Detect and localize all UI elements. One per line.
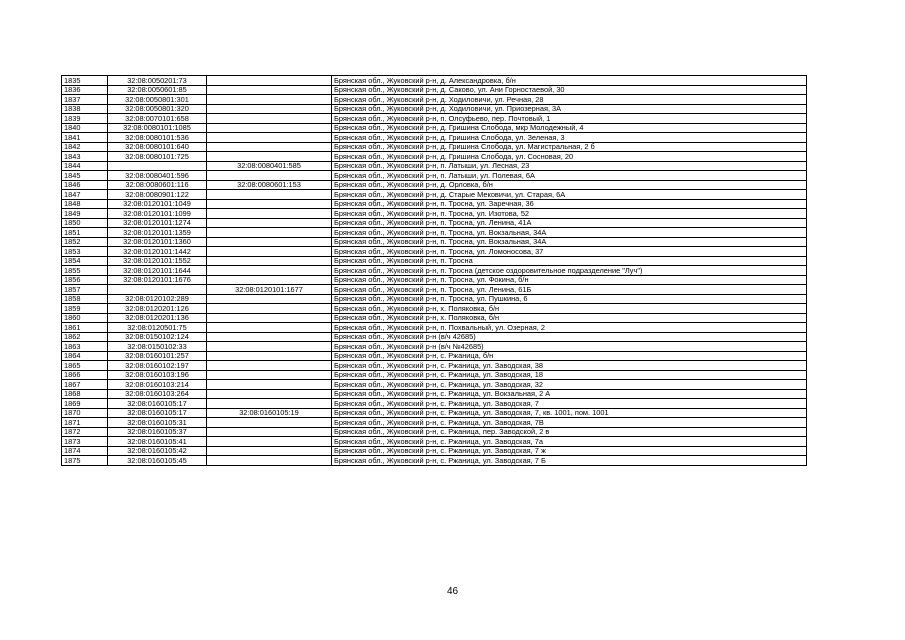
cadastral-number-cell: 32:08:0160105:45 bbox=[108, 456, 207, 466]
related-cadastral-number-cell bbox=[207, 95, 332, 105]
table-row bbox=[62, 133, 807, 143]
related-cadastral-number-cell bbox=[207, 152, 332, 162]
related-cadastral-number-cell bbox=[207, 133, 332, 143]
related-cadastral-number-cell bbox=[207, 446, 332, 456]
address-cell: Брянская обл., Жуковский р-н, с. Ржаница, ул. Заводская, 7 Б bbox=[332, 456, 807, 466]
table-row bbox=[62, 104, 807, 114]
related-cadastral-number-cell bbox=[207, 218, 332, 228]
row-number-cell: 1874 bbox=[62, 446, 108, 456]
related-cadastral-number-cell bbox=[207, 456, 332, 466]
cadastral-number-cell: 32:08:0160105:42 bbox=[108, 446, 207, 456]
table-row bbox=[62, 209, 807, 219]
table-row bbox=[62, 275, 807, 285]
cadastral-number-cell: 32:08:0050801:320 bbox=[108, 104, 207, 114]
address-cell: Брянская обл., Жуковский р-н, п. Тросна, ул. Ломоносова, 37 bbox=[332, 247, 807, 257]
cadastral-number-cell: 32:08:0160105:31 bbox=[108, 418, 207, 428]
related-cadastral-number-cell bbox=[207, 171, 332, 181]
related-cadastral-number-cell bbox=[207, 85, 332, 95]
address-cell: Брянская обл., Жуковский р-н, с. Ржаница, ул. Заводская, 32 bbox=[332, 380, 807, 390]
related-cadastral-number-cell bbox=[207, 361, 332, 371]
row-number-cell: 1843 bbox=[62, 152, 108, 162]
table-row bbox=[62, 76, 807, 86]
related-cadastral-number-cell bbox=[207, 256, 332, 266]
cadastral-number-cell: 32:08:0160105:37 bbox=[108, 427, 207, 437]
table-row bbox=[62, 152, 807, 162]
related-cadastral-number-cell bbox=[207, 304, 332, 314]
table-row bbox=[62, 171, 807, 181]
table-row bbox=[62, 456, 807, 466]
table-row bbox=[62, 199, 807, 209]
table-row bbox=[62, 266, 807, 276]
registry-table bbox=[61, 75, 807, 466]
cadastral-number-cell: 32:08:0160105:41 bbox=[108, 437, 207, 447]
address-cell: Брянская обл., Жуковский р-н, с. Ржаница, б/н bbox=[332, 351, 807, 361]
cadastral-number-cell: 32:08:0120201:136 bbox=[108, 313, 207, 323]
table-row bbox=[62, 237, 807, 247]
table-row bbox=[62, 247, 807, 257]
row-number-cell: 1870 bbox=[62, 408, 108, 418]
row-number-cell: 1855 bbox=[62, 266, 108, 276]
related-cadastral-number-cell: 32:08:0120101:1677 bbox=[207, 285, 332, 295]
cadastral-number-cell: 32:08:0120102:289 bbox=[108, 294, 207, 304]
related-cadastral-number-cell bbox=[207, 228, 332, 238]
table-row bbox=[62, 351, 807, 361]
address-cell: Брянская обл., Жуковский р-н, д. Ходиловичи, ул. Приозерная, 3А bbox=[332, 104, 807, 114]
table-row bbox=[62, 408, 807, 418]
row-number-cell: 1835 bbox=[62, 76, 108, 86]
related-cadastral-number-cell bbox=[207, 380, 332, 390]
cadastral-number-cell: 32:08:0080101:1085 bbox=[108, 123, 207, 133]
address-cell: Брянская обл., Жуковский р-н, д. Саково, ул. Ани Горностаевой, 30 bbox=[332, 85, 807, 95]
table-row bbox=[62, 437, 807, 447]
related-cadastral-number-cell bbox=[207, 142, 332, 152]
cadastral-number-cell: 32:08:0120101:1552 bbox=[108, 256, 207, 266]
row-number-cell: 1861 bbox=[62, 323, 108, 333]
related-cadastral-number-cell bbox=[207, 237, 332, 247]
cadastral-number-cell: 32:08:0120101:1274 bbox=[108, 218, 207, 228]
related-cadastral-number-cell bbox=[207, 266, 332, 276]
related-cadastral-number-cell bbox=[207, 275, 332, 285]
table-row bbox=[62, 228, 807, 238]
table-row bbox=[62, 256, 807, 266]
address-cell: Брянская обл., Жуковский р-н, с. Ржаница, ул. Заводская, 7, кв. 1001, пом. 1001 bbox=[332, 408, 807, 418]
address-cell: Брянская обл., Жуковский р-н, с. Ржаница, пер. Заводской, 2 в bbox=[332, 427, 807, 437]
cadastral-number-cell: 32:08:0160105:17 bbox=[108, 399, 207, 409]
cadastral-number-cell bbox=[108, 161, 207, 171]
related-cadastral-number-cell bbox=[207, 427, 332, 437]
address-cell: Брянская обл., Жуковский р-н, д. Гришина Слобода, мкр Молодежный, 4 bbox=[332, 123, 807, 133]
related-cadastral-number-cell bbox=[207, 313, 332, 323]
row-number-cell: 1852 bbox=[62, 237, 108, 247]
row-number-cell: 1839 bbox=[62, 114, 108, 124]
table-row bbox=[62, 85, 807, 95]
row-number-cell: 1864 bbox=[62, 351, 108, 361]
cadastral-number-cell: 32:08:0120101:1442 bbox=[108, 247, 207, 257]
table-row bbox=[62, 294, 807, 304]
row-number-cell: 1859 bbox=[62, 304, 108, 314]
row-number-cell: 1863 bbox=[62, 342, 108, 352]
table-row bbox=[62, 190, 807, 200]
table-row bbox=[62, 361, 807, 371]
address-cell: Брянская обл., Жуковский р-н, с. Ржаница, ул. Заводская, 7а bbox=[332, 437, 807, 447]
row-number-cell: 1875 bbox=[62, 456, 108, 466]
table-row bbox=[62, 304, 807, 314]
page-number: 46 bbox=[446, 586, 459, 597]
related-cadastral-number-cell bbox=[207, 332, 332, 342]
table-row bbox=[62, 446, 807, 456]
cadastral-number-cell: 32:08:0160105:17 bbox=[108, 408, 207, 418]
cadastral-number-cell: 32:08:0120101:1049 bbox=[108, 199, 207, 209]
cadastral-number-cell: 32:08:0050801:301 bbox=[108, 95, 207, 105]
table-row bbox=[62, 180, 807, 190]
cadastral-number-cell: 32:08:0050601:85 bbox=[108, 85, 207, 95]
row-number-cell: 1872 bbox=[62, 427, 108, 437]
related-cadastral-number-cell bbox=[207, 199, 332, 209]
row-number-cell: 1856 bbox=[62, 275, 108, 285]
cadastral-number-cell: 32:08:0050201:73 bbox=[108, 76, 207, 86]
table-row bbox=[62, 123, 807, 133]
row-number-cell: 1857 bbox=[62, 285, 108, 295]
address-cell: Брянская обл., Жуковский р-н, с. Ржаница, ул. Вокзальная, 2 А bbox=[332, 389, 807, 399]
address-cell: Брянская обл., Жуковский р-н, х. Поляковка, б/н bbox=[332, 304, 807, 314]
row-number-cell: 1847 bbox=[62, 190, 108, 200]
table-row bbox=[62, 370, 807, 380]
row-number-cell: 1842 bbox=[62, 142, 108, 152]
address-cell: Брянская обл., Жуковский р-н, п. Латыши, ул. Полевая, 6А bbox=[332, 171, 807, 181]
address-cell: Брянская обл., Жуковский р-н, д. Гришина Слобода, ул. Магистральная, 2 б bbox=[332, 142, 807, 152]
address-cell: Брянская обл., Жуковский р-н, п. Тросна bbox=[332, 256, 807, 266]
related-cadastral-number-cell: 32:08:0080601:153 bbox=[207, 180, 332, 190]
row-number-cell: 1862 bbox=[62, 332, 108, 342]
address-cell: Брянская обл., Жуковский р-н, д. Ходиловичи, ул. Речная, 28 bbox=[332, 95, 807, 105]
related-cadastral-number-cell bbox=[207, 351, 332, 361]
cadastral-number-cell: 32:08:0080101:725 bbox=[108, 152, 207, 162]
cadastral-number-cell: 32:08:0080101:536 bbox=[108, 133, 207, 143]
row-number-cell: 1871 bbox=[62, 418, 108, 428]
row-number-cell: 1868 bbox=[62, 389, 108, 399]
related-cadastral-number-cell bbox=[207, 104, 332, 114]
address-cell: Брянская обл., Жуковский р-н, п. Тросна, ул. Ленина, 61Б bbox=[332, 285, 807, 295]
address-cell: Брянская обл., Жуковский р-н, п. Похвальный, ул. Озерная, 2 bbox=[332, 323, 807, 333]
cadastral-number-cell: 32:08:0160103:196 bbox=[108, 370, 207, 380]
address-cell: Брянская обл., Жуковский р-н, д. Старые Мековичи, ул. Старая, 6А bbox=[332, 190, 807, 200]
cadastral-number-cell: 32:08:0120101:1644 bbox=[108, 266, 207, 276]
cadastral-number-cell: 32:08:0160102:197 bbox=[108, 361, 207, 371]
related-cadastral-number-cell bbox=[207, 76, 332, 86]
address-cell: Брянская обл., Жуковский р-н, п. Тросна, ул. Изотова, 52 bbox=[332, 209, 807, 219]
address-cell: Брянская обл., Жуковский р-н (в/ч 42685) bbox=[332, 332, 807, 342]
table-row bbox=[62, 332, 807, 342]
row-number-cell: 1840 bbox=[62, 123, 108, 133]
related-cadastral-number-cell bbox=[207, 418, 332, 428]
row-number-cell: 1867 bbox=[62, 380, 108, 390]
table-row bbox=[62, 161, 807, 171]
cadastral-number-cell: 32:08:0150102:33 bbox=[108, 342, 207, 352]
row-number-cell: 1866 bbox=[62, 370, 108, 380]
cadastral-number-cell: 32:08:0120101:1359 bbox=[108, 228, 207, 238]
related-cadastral-number-cell bbox=[207, 114, 332, 124]
related-cadastral-number-cell bbox=[207, 323, 332, 333]
address-cell: Брянская обл., Жуковский р-н, д. Гришина Слобода, ул. Сосновая, 20 bbox=[332, 152, 807, 162]
related-cadastral-number-cell bbox=[207, 342, 332, 352]
cadastral-number-cell: 32:08:0080601:116 bbox=[108, 180, 207, 190]
related-cadastral-number-cell bbox=[207, 190, 332, 200]
row-number-cell: 1850 bbox=[62, 218, 108, 228]
related-cadastral-number-cell: 32:08:0080401:585 bbox=[207, 161, 332, 171]
row-number-cell: 1848 bbox=[62, 199, 108, 209]
address-cell: Брянская обл., Жуковский р-н, п. Тросна, ул. Заречная, 36 bbox=[332, 199, 807, 209]
cadastral-number-cell: 32:08:0150102:124 bbox=[108, 332, 207, 342]
cadastral-number-cell: 32:08:0120101:1099 bbox=[108, 209, 207, 219]
address-cell: Брянская обл., Жуковский р-н, п. Тросна, ул. Ленина, 41А bbox=[332, 218, 807, 228]
related-cadastral-number-cell bbox=[207, 209, 332, 219]
address-cell: Брянская обл., Жуковский р-н, с. Ржаница, ул. Заводская, 7 ж bbox=[332, 446, 807, 456]
cadastral-number-cell: 32:08:0160103:214 bbox=[108, 380, 207, 390]
cadastral-number-cell: 32:08:0070101:658 bbox=[108, 114, 207, 124]
cadastral-number-cell: 32:08:0120201:126 bbox=[108, 304, 207, 314]
cadastral-number-cell: 32:08:0080901:122 bbox=[108, 190, 207, 200]
cadastral-number-cell: 32:08:0120101:1676 bbox=[108, 275, 207, 285]
address-cell: Брянская обл., Жуковский р-н, х. Поляковка, б/н bbox=[332, 313, 807, 323]
address-cell: Брянская обл., Жуковский р-н, п. Тросна, ул. Пушкина, 6 bbox=[332, 294, 807, 304]
cadastral-number-cell: 32:08:0120101:1360 bbox=[108, 237, 207, 247]
row-number-cell: 1846 bbox=[62, 180, 108, 190]
row-number-cell: 1873 bbox=[62, 437, 108, 447]
cadastral-number-cell: 32:08:0120501:75 bbox=[108, 323, 207, 333]
row-number-cell: 1854 bbox=[62, 256, 108, 266]
cadastral-number-cell: 32:08:0080401:596 bbox=[108, 171, 207, 181]
row-number-cell: 1865 bbox=[62, 361, 108, 371]
address-cell: Брянская обл., Жуковский р-н, д. Александровка, б/н bbox=[332, 76, 807, 86]
address-cell: Брянская обл., Жуковский р-н, п. Олсуфьево, пер. Почтовый, 1 bbox=[332, 114, 807, 124]
table-row bbox=[62, 285, 807, 295]
address-cell: Брянская обл., Жуковский р-н, п. Тросна (детское оздоровительное подразделение "Луч") bbox=[332, 266, 807, 276]
table-row bbox=[62, 114, 807, 124]
row-number-cell: 1836 bbox=[62, 85, 108, 95]
cadastral-number-cell: 32:08:0160101:257 bbox=[108, 351, 207, 361]
address-cell: Брянская обл., Жуковский р-н, д. Гришина Слобода, ул. Зеленая, 3 bbox=[332, 133, 807, 143]
table-row bbox=[62, 380, 807, 390]
row-number-cell: 1844 bbox=[62, 161, 108, 171]
cadastral-number-cell bbox=[108, 285, 207, 295]
row-number-cell: 1841 bbox=[62, 133, 108, 143]
address-cell: Брянская обл., Жуковский р-н, д. Орловка, б/н bbox=[332, 180, 807, 190]
table-row bbox=[62, 323, 807, 333]
related-cadastral-number-cell bbox=[207, 399, 332, 409]
address-cell: Брянская обл., Жуковский р-н, п. Латыши, ул. Лесная, 23 bbox=[332, 161, 807, 171]
table-row bbox=[62, 418, 807, 428]
table-row bbox=[62, 313, 807, 323]
address-cell: Брянская обл., Жуковский р-н, п. Тросна, ул. Вокзальная, 34А bbox=[332, 228, 807, 238]
cadastral-number-cell: 32:08:0080101:640 bbox=[108, 142, 207, 152]
table-row bbox=[62, 95, 807, 105]
address-cell: Брянская обл., Жуковский р-н (в/ч №42685) bbox=[332, 342, 807, 352]
table-row bbox=[62, 399, 807, 409]
related-cadastral-number-cell bbox=[207, 123, 332, 133]
related-cadastral-number-cell: 32:08:0160105:19 bbox=[207, 408, 332, 418]
table-row bbox=[62, 218, 807, 228]
address-cell: Брянская обл., Жуковский р-н, с. Ржаница, ул. Заводская, 18 bbox=[332, 370, 807, 380]
related-cadastral-number-cell bbox=[207, 389, 332, 399]
row-number-cell: 1860 bbox=[62, 313, 108, 323]
cadastral-number-cell: 32:08:0160103:264 bbox=[108, 389, 207, 399]
row-number-cell: 1851 bbox=[62, 228, 108, 238]
row-number-cell: 1849 bbox=[62, 209, 108, 219]
row-number-cell: 1869 bbox=[62, 399, 108, 409]
table-row bbox=[62, 142, 807, 152]
related-cadastral-number-cell bbox=[207, 294, 332, 304]
row-number-cell: 1837 bbox=[62, 95, 108, 105]
address-cell: Брянская обл., Жуковский р-н, п. Тросна, ул. Фокина, б/н bbox=[332, 275, 807, 285]
address-cell: Брянская обл., Жуковский р-н, с. Ржаница, ул. Заводская, 38 bbox=[332, 361, 807, 371]
related-cadastral-number-cell bbox=[207, 247, 332, 257]
row-number-cell: 1853 bbox=[62, 247, 108, 257]
address-cell: Брянская обл., Жуковский р-н, с. Ржаница, ул. Заводская, 7 bbox=[332, 399, 807, 409]
address-cell: Брянская обл., Жуковский р-н, с. Ржаница, ул. Заводская, 7В bbox=[332, 418, 807, 428]
registry-table-body bbox=[62, 76, 807, 466]
table-row bbox=[62, 427, 807, 437]
row-number-cell: 1838 bbox=[62, 104, 108, 114]
row-number-cell: 1845 bbox=[62, 171, 108, 181]
related-cadastral-number-cell bbox=[207, 437, 332, 447]
related-cadastral-number-cell bbox=[207, 370, 332, 380]
table-row bbox=[62, 342, 807, 352]
address-cell: Брянская обл., Жуковский р-н, п. Тросна, ул. Вокзальная, 34А bbox=[332, 237, 807, 247]
row-number-cell: 1858 bbox=[62, 294, 108, 304]
table-row bbox=[62, 389, 807, 399]
